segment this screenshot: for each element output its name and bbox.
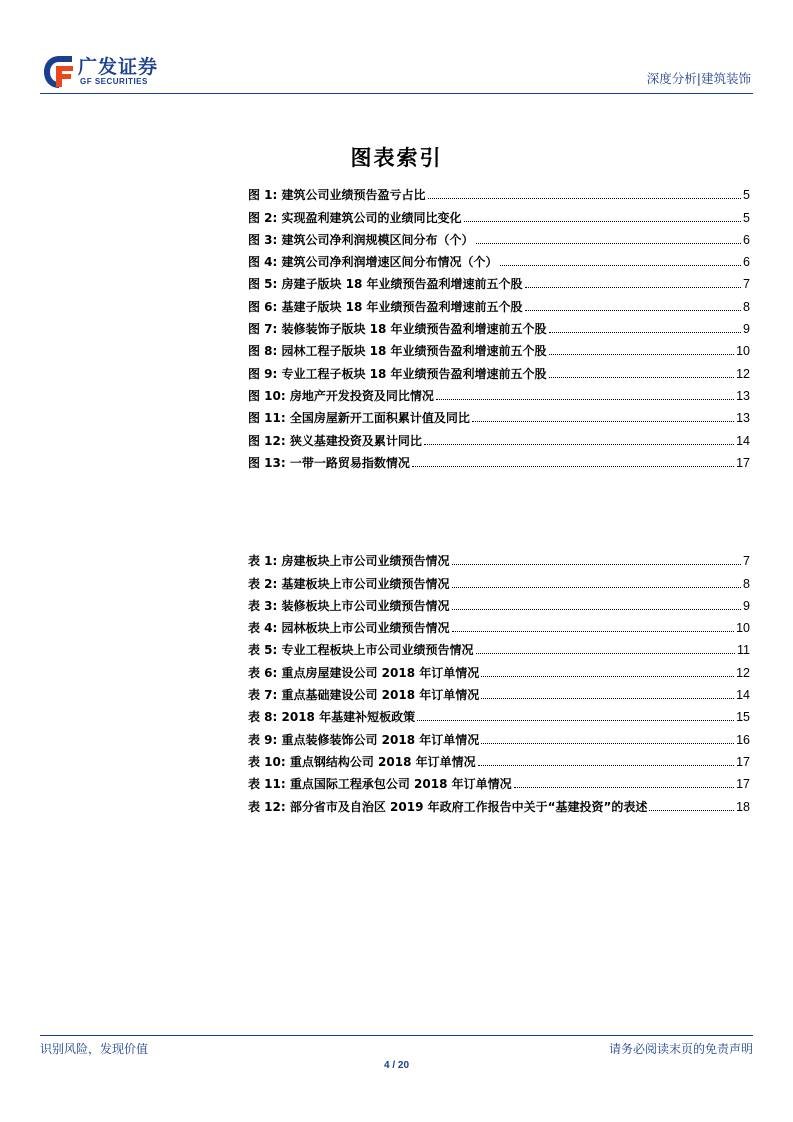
figure-index-item[interactable] — [248, 225, 750, 247]
section-label: 深度分析|建筑装饰 — [646, 71, 751, 86]
table-index-item[interactable] — [248, 591, 750, 613]
logo-chinese-name: 广发证券 — [78, 56, 159, 78]
figure-index-label: 图 8: 园林工程子版块 18 年业绩预告盈利增速前五个股 — [248, 344, 547, 359]
leader-dots — [412, 466, 734, 467]
table-index-item[interactable] — [248, 702, 750, 724]
figure-index-item[interactable] — [248, 381, 750, 403]
page-header — [40, 52, 753, 92]
table-index-item[interactable] — [248, 613, 750, 635]
leader-dots — [424, 444, 734, 445]
figure-index-label: 图 10: 房地产开发投资及同比情况 — [248, 388, 434, 403]
table-index-item[interactable] — [248, 568, 750, 590]
figure-index-item[interactable] — [248, 202, 750, 224]
table-index-label: 表 12: 部分省市及自治区 2019 年政府工作报告中关于“基建投资”的表述 — [248, 799, 648, 814]
table-index-page: 18 — [736, 799, 750, 814]
table-index-item[interactable] — [248, 635, 750, 657]
table-index-label: 表 5: 专业工程板块上市公司业绩预告情况 — [248, 643, 474, 658]
table-index-list — [248, 546, 750, 814]
leader-dots — [452, 587, 742, 588]
figure-index-label: 图 5: 房建子版块 18 年业绩预告盈利增速前五个股 — [248, 277, 523, 292]
figure-index-page: 6 — [743, 255, 750, 270]
figure-index-item[interactable] — [248, 247, 750, 269]
figure-index-label: 图 1: 建筑公司业绩预告盈亏占比 — [248, 188, 426, 203]
table-index-label: 表 10: 重点钢结构公司 2018 年订单情况 — [248, 754, 476, 769]
figure-index-page: 8 — [743, 299, 750, 314]
figure-index-list — [248, 180, 750, 470]
leader-dots — [478, 765, 734, 766]
logo-english-name: GF SECURITIES — [80, 77, 148, 86]
leader-dots — [481, 676, 734, 677]
leader-dots — [452, 564, 742, 565]
figure-index-page: 5 — [743, 188, 750, 203]
leader-dots — [417, 720, 734, 721]
leader-dots — [476, 653, 736, 654]
figure-index-item[interactable] — [248, 336, 750, 358]
page-number: 4 / 20 — [383, 1060, 410, 1071]
figure-index-page: 9 — [743, 322, 750, 337]
figure-index-label: 图 11: 全国房屋新开工面积累计值及同比 — [248, 411, 470, 426]
figure-index-item[interactable] — [248, 403, 750, 425]
table-index-page: 8 — [743, 576, 750, 591]
figure-index-page: 13 — [736, 411, 750, 426]
leader-dots — [549, 377, 735, 378]
figure-index-page: 17 — [736, 455, 750, 470]
leader-dots — [464, 221, 742, 222]
table-index-label: 表 1: 房建板块上市公司业绩预告情况 — [248, 554, 450, 569]
figure-index-label: 图 12: 狭义基建投资及累计同比 — [248, 433, 422, 448]
table-index-page: 17 — [736, 754, 750, 769]
gf-logo-icon — [42, 54, 76, 90]
table-index-page: 9 — [743, 598, 750, 613]
table-index-item[interactable] — [248, 769, 750, 791]
footer-slogan: 识别风险，发现价值 — [40, 1042, 149, 1056]
table-index-item[interactable] — [248, 680, 750, 702]
figure-index-page: 6 — [743, 232, 750, 247]
figure-index-label: 图 7: 装修装饰子版块 18 年业绩预告盈利增速前五个股 — [248, 322, 547, 337]
leader-dots — [525, 287, 741, 288]
figure-index-item[interactable] — [248, 425, 750, 447]
leader-dots — [649, 810, 734, 811]
table-index-page: 14 — [736, 688, 750, 703]
figure-index-page: 7 — [743, 277, 750, 292]
figure-index-item[interactable] — [248, 448, 750, 470]
table-index-item[interactable] — [248, 724, 750, 746]
table-index-page: 7 — [743, 554, 750, 569]
figure-index-item[interactable] — [248, 291, 750, 313]
figure-index-label: 图 2: 实现盈利建筑公司的业绩同比变化 — [248, 210, 462, 225]
leader-dots — [514, 787, 734, 788]
table-index-page: 15 — [736, 710, 750, 725]
table-index-label: 表 8: 2018 年基建补短板政策 — [248, 710, 416, 725]
figure-index-label: 图 13: 一带一路贸易指数情况 — [248, 455, 410, 470]
figure-index-page: 12 — [736, 366, 750, 381]
table-index-item[interactable] — [248, 747, 750, 769]
leader-dots — [452, 631, 735, 632]
leader-dots — [428, 198, 742, 199]
table-index-page: 11 — [737, 643, 750, 658]
figure-index-page: 10 — [736, 344, 750, 359]
leader-dots — [549, 354, 735, 355]
table-index-label: 表 4: 园林板块上市公司业绩预告情况 — [248, 621, 450, 636]
table-index-label: 表 11: 重点国际工程承包公司 2018 年订单情况 — [248, 777, 512, 792]
figure-index-label: 图 3: 建筑公司净利润规模区间分布（个） — [248, 232, 474, 247]
footer-divider — [40, 1035, 753, 1036]
figure-index-page: 13 — [736, 388, 750, 403]
table-index-page: 12 — [736, 665, 750, 680]
leader-dots — [472, 421, 734, 422]
figure-index-item[interactable] — [248, 269, 750, 291]
header-divider — [40, 93, 753, 94]
leader-dots — [481, 743, 734, 744]
leader-dots — [476, 243, 742, 244]
figure-index-label: 图 6: 基建子版块 18 年业绩预告盈利增速前五个股 — [248, 299, 523, 314]
table-index-label: 表 6: 重点房屋建设公司 2018 年订单情况 — [248, 665, 480, 680]
leader-dots — [436, 399, 734, 400]
figure-index-label: 图 4: 建筑公司净利润增速区间分布情况（个） — [248, 255, 498, 270]
table-index-page: 17 — [736, 777, 750, 792]
table-index-item[interactable] — [248, 546, 750, 568]
table-index-label: 表 3: 装修板块上市公司业绩预告情况 — [248, 598, 450, 613]
figure-index-item[interactable] — [248, 314, 750, 336]
leader-dots — [549, 332, 741, 333]
figure-index-page: 14 — [736, 433, 750, 448]
leader-dots — [500, 265, 742, 266]
table-index-label: 表 7: 重点基础建设公司 2018 年订单情况 — [248, 688, 480, 703]
table-index-item[interactable] — [248, 657, 750, 679]
company-logo — [42, 52, 212, 92]
table-index-label: 表 9: 重点装修装饰公司 2018 年订单情况 — [248, 732, 480, 747]
figure-index-item[interactable] — [248, 180, 750, 202]
table-index-item[interactable] — [248, 791, 750, 813]
table-index-page: 10 — [736, 621, 750, 636]
table-index-label: 表 2: 基建板块上市公司业绩预告情况 — [248, 576, 450, 591]
leader-dots — [452, 609, 742, 610]
leader-dots — [525, 310, 741, 311]
footer-disclaimer[interactable]: 请务必阅读末页的免责声明 — [608, 1042, 753, 1056]
page-title: 图表索引 — [350, 146, 443, 170]
table-index-page: 16 — [736, 732, 750, 747]
figure-index-page: 5 — [743, 210, 750, 225]
leader-dots — [481, 698, 734, 699]
figure-index-item[interactable] — [248, 358, 750, 380]
figure-index-label: 图 9: 专业工程子板块 18 年业绩预告盈利增速前五个股 — [248, 366, 547, 381]
